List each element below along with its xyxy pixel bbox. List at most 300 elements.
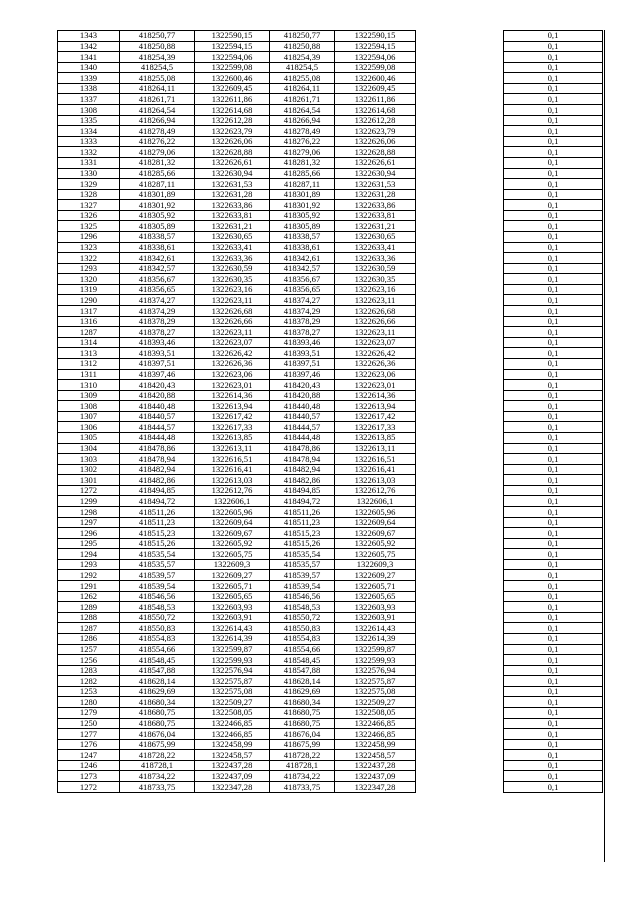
point-number-cell: 1339: [58, 73, 120, 84]
y-coordinate-cell: 1322609,45: [335, 83, 416, 94]
table-row: [58, 327, 603, 338]
point-number-cell: 1331: [58, 157, 120, 168]
table-row: [58, 115, 603, 126]
x-coordinate-cell: 418276,22: [120, 136, 195, 147]
y-coordinate-cell: 1322609,64: [335, 517, 416, 528]
point-number-cell: 1340: [58, 62, 120, 73]
x-coordinate-cell: 418535,57: [270, 559, 335, 570]
y-coordinate-cell: 1322617,33: [195, 422, 270, 433]
accuracy-cell: 0,1: [504, 729, 603, 740]
y-coordinate-cell: 1322630,59: [335, 263, 416, 274]
x-coordinate-cell: 418444,48: [120, 432, 195, 443]
y-coordinate-cell: 1322614,43: [335, 623, 416, 634]
x-coordinate-cell: 418342,61: [270, 253, 335, 264]
table-row: [58, 782, 603, 793]
y-coordinate-cell: 1322466,85: [195, 718, 270, 729]
x-coordinate-cell: 418420,88: [120, 390, 195, 401]
table-row: [58, 358, 603, 369]
accuracy-cell: 0,1: [504, 665, 603, 676]
x-coordinate-cell: 418629,69: [270, 686, 335, 697]
table-gap-cell: [416, 581, 504, 592]
table-gap-cell: [416, 221, 504, 232]
x-coordinate-cell: 418338,57: [120, 231, 195, 242]
y-coordinate-cell: 1322609,45: [195, 83, 270, 94]
table-row: [58, 231, 603, 242]
point-number-cell: 1333: [58, 136, 120, 147]
table-gap-cell: [416, 454, 504, 465]
x-coordinate-cell: 418266,94: [120, 115, 195, 126]
table-gap-cell: [416, 655, 504, 666]
y-coordinate-cell: 1322603,91: [195, 612, 270, 623]
y-coordinate-cell: 1322623,07: [195, 337, 270, 348]
x-coordinate-cell: 418733,75: [120, 782, 195, 793]
x-coordinate-cell: 418393,51: [270, 348, 335, 359]
accuracy-cell: 0,1: [504, 655, 603, 666]
point-number-cell: 1335: [58, 115, 120, 126]
table-gap-cell: [416, 136, 504, 147]
y-coordinate-cell: 1322599,93: [195, 655, 270, 666]
y-coordinate-cell: 1322633,86: [195, 200, 270, 211]
y-coordinate-cell: 1322613,11: [335, 443, 416, 454]
table-row: [58, 655, 603, 666]
point-number-cell: 1296: [58, 528, 120, 539]
accuracy-cell: 0,1: [504, 602, 603, 613]
y-coordinate-cell: 1322458,57: [195, 750, 270, 761]
y-coordinate-cell: 1322623,01: [195, 380, 270, 391]
y-coordinate-cell: 1322626,66: [335, 316, 416, 327]
x-coordinate-cell: 418338,57: [270, 231, 335, 242]
y-coordinate-cell: 1322626,42: [195, 348, 270, 359]
y-coordinate-cell: 1322617,42: [335, 411, 416, 422]
table-row: [58, 157, 603, 168]
point-number-cell: 1291: [58, 581, 120, 592]
table-row: [58, 443, 603, 454]
y-coordinate-cell: 1322626,36: [335, 358, 416, 369]
y-coordinate-cell: 1322626,06: [195, 136, 270, 147]
accuracy-cell: 0,1: [504, 411, 603, 422]
table-row: [58, 771, 603, 782]
table-row: [58, 686, 603, 697]
table-row: [58, 94, 603, 105]
x-coordinate-cell: 418511,26: [270, 507, 335, 518]
x-coordinate-cell: 418301,92: [120, 200, 195, 211]
x-coordinate-cell: 418728,22: [120, 750, 195, 761]
x-coordinate-cell: 418554,83: [120, 633, 195, 644]
accuracy-cell: 0,1: [504, 231, 603, 242]
y-coordinate-cell: 1322599,87: [335, 644, 416, 655]
y-coordinate-cell: 1322590,15: [335, 31, 416, 42]
y-coordinate-cell: 1322630,94: [335, 168, 416, 179]
point-number-cell: 1314: [58, 337, 120, 348]
y-coordinate-cell: 1322626,42: [335, 348, 416, 359]
point-number-cell: 1332: [58, 147, 120, 158]
point-number-cell: 1297: [58, 517, 120, 528]
y-coordinate-cell: 1322631,21: [335, 221, 416, 232]
x-coordinate-cell: 418511,23: [270, 517, 335, 528]
point-number-cell: 1329: [58, 179, 120, 190]
y-coordinate-cell: 1322623,11: [335, 327, 416, 338]
accuracy-cell: 0,1: [504, 517, 603, 528]
point-number-cell: 1341: [58, 52, 120, 63]
accuracy-cell: 0,1: [504, 686, 603, 697]
table-row: [58, 348, 603, 359]
table-gap-cell: [416, 782, 504, 793]
accuracy-cell: 0,1: [504, 782, 603, 793]
coordinates-table-body: [58, 31, 603, 793]
accuracy-cell: 0,1: [504, 136, 603, 147]
x-coordinate-cell: 418301,92: [270, 200, 335, 211]
table-row: [58, 528, 603, 539]
table-row: [58, 538, 603, 549]
table-gap-cell: [416, 157, 504, 168]
accuracy-cell: 0,1: [504, 591, 603, 602]
accuracy-cell: 0,1: [504, 83, 603, 94]
x-coordinate-cell: 418255,08: [120, 73, 195, 84]
point-number-cell: 1338: [58, 83, 120, 94]
table-row: [58, 475, 603, 486]
accuracy-cell: 0,1: [504, 52, 603, 63]
point-number-cell: 1296: [58, 231, 120, 242]
table-row: [58, 739, 603, 750]
x-coordinate-cell: 418254,5: [120, 62, 195, 73]
table-gap-cell: [416, 231, 504, 242]
y-coordinate-cell: 1322575,08: [335, 686, 416, 697]
x-coordinate-cell: 418279,06: [120, 147, 195, 158]
table-row: [58, 507, 603, 518]
y-coordinate-cell: 1322437,09: [335, 771, 416, 782]
table-gap-cell: [416, 358, 504, 369]
y-coordinate-cell: 1322628,88: [195, 147, 270, 158]
table-gap-cell: [416, 443, 504, 454]
point-number-cell: 1328: [58, 189, 120, 200]
table-gap-cell: [416, 475, 504, 486]
y-coordinate-cell: 1322606,1: [335, 496, 416, 507]
point-number-cell: 1280: [58, 697, 120, 708]
x-coordinate-cell: 418420,43: [270, 380, 335, 391]
accuracy-cell: 0,1: [504, 496, 603, 507]
y-coordinate-cell: 1322633,86: [335, 200, 416, 211]
y-coordinate-cell: 1322599,87: [195, 644, 270, 655]
table-gap-cell: [416, 464, 504, 475]
table-gap-cell: [416, 570, 504, 581]
table-gap-cell: [416, 179, 504, 190]
accuracy-cell: 0,1: [504, 549, 603, 560]
y-coordinate-cell: 1322616,51: [335, 454, 416, 465]
x-coordinate-cell: 418444,48: [270, 432, 335, 443]
table-gap-cell: [416, 62, 504, 73]
y-coordinate-cell: 1322508,05: [335, 708, 416, 719]
accuracy-cell: 0,1: [504, 41, 603, 52]
point-number-cell: 1299: [58, 496, 120, 507]
table-row: [58, 126, 603, 137]
point-number-cell: 1293: [58, 559, 120, 570]
x-coordinate-cell: 418397,46: [270, 369, 335, 380]
y-coordinate-cell: 1322628,88: [335, 147, 416, 158]
x-coordinate-cell: 418515,26: [270, 538, 335, 549]
point-number-cell: 1247: [58, 750, 120, 761]
x-coordinate-cell: 418254,39: [120, 52, 195, 63]
table-row: [58, 760, 603, 771]
y-coordinate-cell: 1322623,06: [195, 369, 270, 380]
y-coordinate-cell: 1322613,85: [195, 432, 270, 443]
y-coordinate-cell: 1322614,68: [195, 105, 270, 116]
x-coordinate-cell: 418728,22: [270, 750, 335, 761]
accuracy-cell: 0,1: [504, 210, 603, 221]
x-coordinate-cell: 418494,85: [120, 485, 195, 496]
point-number-cell: 1246: [58, 760, 120, 771]
y-coordinate-cell: 1322631,21: [195, 221, 270, 232]
accuracy-cell: 0,1: [504, 750, 603, 761]
x-coordinate-cell: 418680,34: [270, 697, 335, 708]
point-number-cell: 1283: [58, 665, 120, 676]
table-gap-cell: [416, 274, 504, 285]
y-coordinate-cell: 1322606,1: [195, 496, 270, 507]
x-coordinate-cell: 418266,94: [270, 115, 335, 126]
table-row: [58, 729, 603, 740]
y-coordinate-cell: 1322613,94: [195, 401, 270, 412]
x-coordinate-cell: 418515,26: [120, 538, 195, 549]
y-coordinate-cell: 1322612,76: [335, 485, 416, 496]
x-coordinate-cell: 418494,72: [120, 496, 195, 507]
table-row: [58, 623, 603, 634]
table-gap-cell: [416, 538, 504, 549]
table-row: [58, 263, 603, 274]
point-number-cell: 1277: [58, 729, 120, 740]
accuracy-cell: 0,1: [504, 274, 603, 285]
x-coordinate-cell: 418494,85: [270, 485, 335, 496]
x-coordinate-cell: 418287,11: [270, 179, 335, 190]
y-coordinate-cell: 1322575,87: [195, 676, 270, 687]
table-row: [58, 242, 603, 253]
table-row: [58, 559, 603, 570]
x-coordinate-cell: 418378,27: [120, 327, 195, 338]
y-coordinate-cell: 1322594,15: [195, 41, 270, 52]
x-coordinate-cell: 418554,66: [120, 644, 195, 655]
accuracy-cell: 0,1: [504, 94, 603, 105]
y-coordinate-cell: 1322613,94: [335, 401, 416, 412]
y-coordinate-cell: 1322605,96: [335, 507, 416, 518]
point-number-cell: 1287: [58, 327, 120, 338]
x-coordinate-cell: 418255,08: [270, 73, 335, 84]
point-number-cell: 1319: [58, 284, 120, 295]
table-row: [58, 708, 603, 719]
point-number-cell: 1276: [58, 739, 120, 750]
y-coordinate-cell: 1322614,36: [195, 390, 270, 401]
x-coordinate-cell: 418440,57: [270, 411, 335, 422]
x-coordinate-cell: 418440,48: [120, 401, 195, 412]
accuracy-cell: 0,1: [504, 295, 603, 306]
y-coordinate-cell: 1322623,06: [335, 369, 416, 380]
y-coordinate-cell: 1322630,35: [335, 274, 416, 285]
accuracy-cell: 0,1: [504, 570, 603, 581]
accuracy-cell: 0,1: [504, 422, 603, 433]
point-number-cell: 1295: [58, 538, 120, 549]
accuracy-cell: 0,1: [504, 507, 603, 518]
point-number-cell: 1286: [58, 633, 120, 644]
table-row: [58, 295, 603, 306]
x-coordinate-cell: 418254,39: [270, 52, 335, 63]
table-row: [58, 136, 603, 147]
table-gap-cell: [416, 517, 504, 528]
accuracy-cell: 0,1: [504, 105, 603, 116]
table-gap-cell: [416, 147, 504, 158]
x-coordinate-cell: 418482,86: [270, 475, 335, 486]
x-coordinate-cell: 418628,14: [270, 676, 335, 687]
accuracy-cell: 0,1: [504, 284, 603, 295]
table-row: [58, 380, 603, 391]
point-number-cell: 1334: [58, 126, 120, 137]
point-number-cell: 1293: [58, 263, 120, 274]
point-number-cell: 1307: [58, 411, 120, 422]
table-row: [58, 369, 603, 380]
y-coordinate-cell: 1322466,85: [335, 729, 416, 740]
y-coordinate-cell: 1322614,39: [335, 633, 416, 644]
x-coordinate-cell: 418301,89: [120, 189, 195, 200]
x-coordinate-cell: 418535,54: [270, 549, 335, 560]
x-coordinate-cell: 418397,46: [120, 369, 195, 380]
accuracy-cell: 0,1: [504, 348, 603, 359]
y-coordinate-cell: 1322631,28: [195, 189, 270, 200]
accuracy-cell: 0,1: [504, 168, 603, 179]
accuracy-cell: 0,1: [504, 147, 603, 158]
accuracy-cell: 0,1: [504, 316, 603, 327]
point-number-cell: 1313: [58, 348, 120, 359]
accuracy-cell: 0,1: [504, 390, 603, 401]
y-coordinate-cell: 1322612,76: [195, 485, 270, 496]
y-coordinate-cell: 1322594,15: [335, 41, 416, 52]
point-number-cell: 1294: [58, 549, 120, 560]
y-coordinate-cell: 1322605,71: [195, 581, 270, 592]
table-row: [58, 422, 603, 433]
point-number-cell: 1317: [58, 306, 120, 317]
x-coordinate-cell: 418628,14: [120, 676, 195, 687]
point-number-cell: 1262: [58, 591, 120, 602]
table-row: [58, 168, 603, 179]
table-gap-cell: [416, 750, 504, 761]
y-coordinate-cell: 1322614,68: [335, 105, 416, 116]
x-coordinate-cell: 418301,89: [270, 189, 335, 200]
x-coordinate-cell: 418393,46: [270, 337, 335, 348]
x-coordinate-cell: 418547,88: [120, 665, 195, 676]
y-coordinate-cell: 1322616,41: [335, 464, 416, 475]
y-coordinate-cell: 1322508,05: [195, 708, 270, 719]
table-gap-cell: [416, 316, 504, 327]
table-gap-cell: [416, 665, 504, 676]
y-coordinate-cell: 1322611,86: [335, 94, 416, 105]
x-coordinate-cell: 418356,65: [270, 284, 335, 295]
x-coordinate-cell: 418728,1: [270, 760, 335, 771]
table-row: [58, 401, 603, 412]
x-coordinate-cell: 418374,27: [120, 295, 195, 306]
x-coordinate-cell: 418338,61: [120, 242, 195, 253]
table-row: [58, 73, 603, 84]
x-coordinate-cell: 418374,27: [270, 295, 335, 306]
point-number-cell: 1282: [58, 676, 120, 687]
table-row: [58, 718, 603, 729]
table-row: [58, 750, 603, 761]
table-row: [58, 284, 603, 295]
x-coordinate-cell: 418535,57: [120, 559, 195, 570]
table-gap-cell: [416, 623, 504, 634]
y-coordinate-cell: 1322347,28: [335, 782, 416, 793]
x-coordinate-cell: 418676,04: [270, 729, 335, 740]
x-coordinate-cell: 418478,94: [120, 454, 195, 465]
y-coordinate-cell: 1322626,68: [335, 306, 416, 317]
x-coordinate-cell: 418547,88: [270, 665, 335, 676]
point-number-cell: 1298: [58, 507, 120, 518]
x-coordinate-cell: 418539,57: [120, 570, 195, 581]
x-coordinate-cell: 418356,67: [270, 274, 335, 285]
y-coordinate-cell: 1322599,08: [335, 62, 416, 73]
point-number-cell: 1306: [58, 422, 120, 433]
table-gap-cell: [416, 612, 504, 623]
x-coordinate-cell: 418393,46: [120, 337, 195, 348]
accuracy-cell: 0,1: [504, 401, 603, 412]
x-coordinate-cell: 418305,92: [270, 210, 335, 221]
accuracy-cell: 0,1: [504, 358, 603, 369]
x-coordinate-cell: 418378,29: [270, 316, 335, 327]
y-coordinate-cell: 1322626,61: [335, 157, 416, 168]
x-coordinate-cell: 418305,92: [120, 210, 195, 221]
table-gap-cell: [416, 284, 504, 295]
table-row: [58, 665, 603, 676]
table-gap-cell: [416, 126, 504, 137]
accuracy-cell: 0,1: [504, 559, 603, 570]
x-coordinate-cell: 418680,75: [120, 708, 195, 719]
table-row: [58, 570, 603, 581]
point-number-cell: 1289: [58, 602, 120, 613]
x-coordinate-cell: 418264,54: [270, 105, 335, 116]
x-coordinate-cell: 418397,51: [120, 358, 195, 369]
table-row: [58, 253, 603, 264]
y-coordinate-cell: 1322623,07: [335, 337, 416, 348]
x-coordinate-cell: 418444,57: [120, 422, 195, 433]
y-coordinate-cell: 1322626,36: [195, 358, 270, 369]
accuracy-cell: 0,1: [504, 623, 603, 634]
table-gap-cell: [416, 327, 504, 338]
point-number-cell: 1342: [58, 41, 120, 52]
table-row: [58, 390, 603, 401]
point-number-cell: 1322: [58, 253, 120, 264]
x-coordinate-cell: 418478,86: [120, 443, 195, 454]
table-gap-cell: [416, 559, 504, 570]
point-number-cell: 1308: [58, 401, 120, 412]
accuracy-cell: 0,1: [504, 581, 603, 592]
y-coordinate-cell: 1322612,28: [335, 115, 416, 126]
table-gap-cell: [416, 591, 504, 602]
table-row: [58, 179, 603, 190]
x-coordinate-cell: 418675,99: [270, 739, 335, 750]
table-row: [58, 517, 603, 528]
y-coordinate-cell: 1322623,16: [195, 284, 270, 295]
accuracy-cell: 0,1: [504, 739, 603, 750]
table-row: [58, 591, 603, 602]
table-gap-cell: [416, 31, 504, 42]
x-coordinate-cell: 418374,29: [270, 306, 335, 317]
point-number-cell: 1301: [58, 475, 120, 486]
x-coordinate-cell: 418250,88: [270, 41, 335, 52]
x-coordinate-cell: 418478,86: [270, 443, 335, 454]
accuracy-cell: 0,1: [504, 760, 603, 771]
y-coordinate-cell: 1322631,53: [195, 179, 270, 190]
table-gap-cell: [416, 210, 504, 221]
table-gap-cell: [416, 686, 504, 697]
point-number-cell: 1256: [58, 655, 120, 666]
y-coordinate-cell: 1322509,27: [195, 697, 270, 708]
table-row: [58, 644, 603, 655]
table-gap-cell: [416, 718, 504, 729]
point-number-cell: 1290: [58, 295, 120, 306]
